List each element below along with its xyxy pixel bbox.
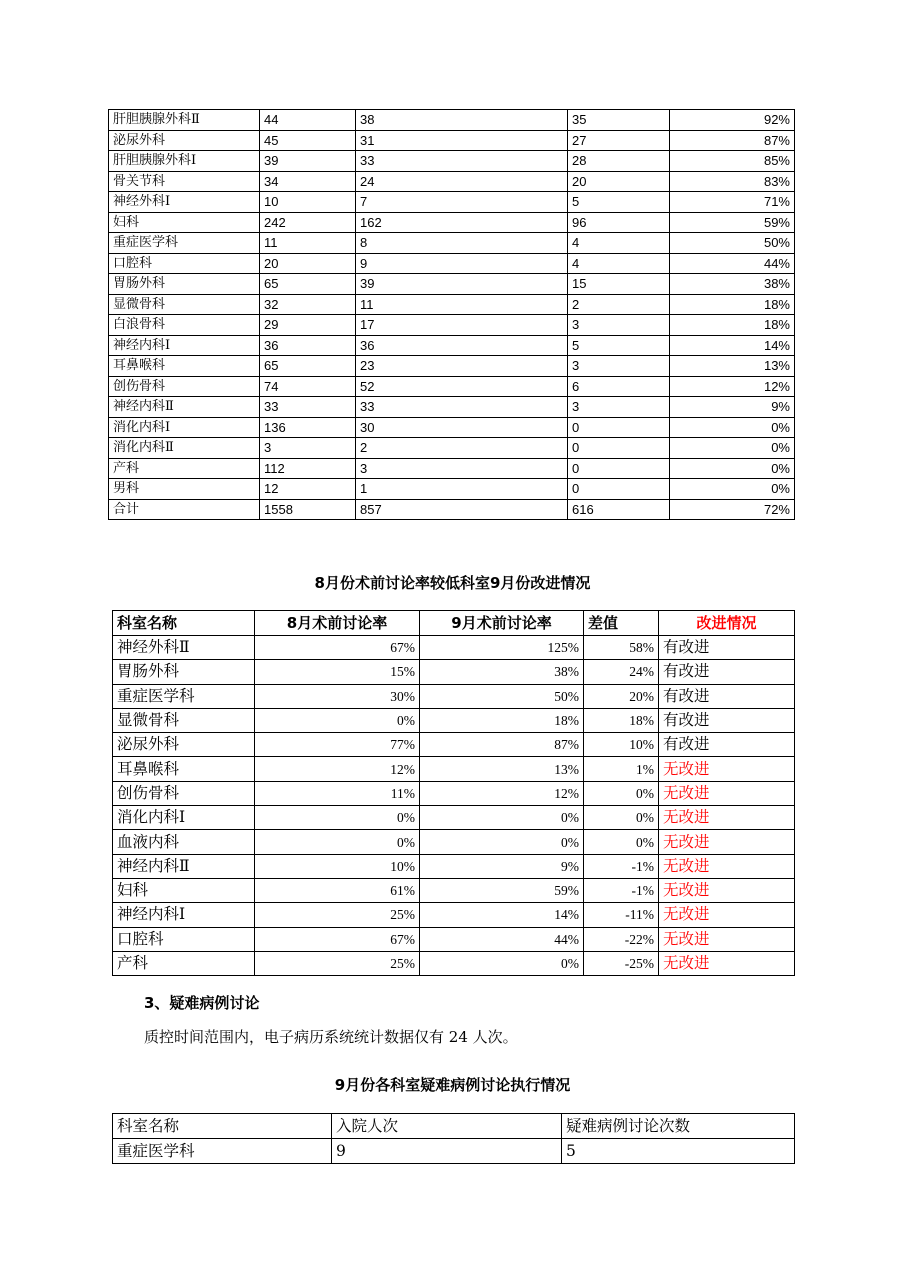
table-row — [109, 253, 795, 274]
dept-name-cell: 合计 — [109, 499, 260, 520]
table-row — [113, 708, 795, 732]
count-cell: 162 — [356, 212, 568, 233]
rate-cell: 50% — [670, 233, 795, 254]
dept-name-cell: 神经内科Ⅱ — [113, 854, 255, 878]
count-cell: 0 — [568, 479, 670, 500]
rate-cell: 14% — [670, 335, 795, 356]
table-row — [109, 294, 795, 315]
dept-name-cell: 泌尿外科 — [109, 130, 260, 151]
dept-name-cell: 消化内科Ⅰ — [109, 417, 260, 438]
table-row — [113, 733, 795, 757]
dept-name-cell: 神经外科Ⅱ — [113, 636, 255, 660]
rate-cell: 0% — [670, 458, 795, 479]
dept-name-cell: 神经内科Ⅰ — [113, 903, 255, 927]
rate-cell: 59% — [670, 212, 795, 233]
diff-cell: -25% — [584, 951, 659, 975]
dept-name-cell: 神经外科Ⅰ — [109, 192, 260, 213]
aug-rate-cell: 77% — [255, 733, 420, 757]
sep-rate-cell: 87% — [420, 733, 584, 757]
table-row — [113, 927, 795, 951]
count-cell: 112 — [260, 458, 356, 479]
count-cell: 27 — [568, 130, 670, 151]
rate-cell: 85% — [670, 151, 795, 172]
diff-cell: 10% — [584, 733, 659, 757]
count-cell: 3 — [568, 356, 670, 377]
table-row — [113, 684, 795, 708]
dept-name-cell: 重症医学科 — [113, 1139, 332, 1164]
sep-rate-cell: 38% — [420, 660, 584, 684]
count-cell: 857 — [356, 499, 568, 520]
header-status: 改进情况 — [659, 611, 795, 636]
count-cell: 5 — [568, 335, 670, 356]
aug-rate-cell: 15% — [255, 660, 420, 684]
aug-rate-cell: 11% — [255, 781, 420, 805]
diff-cell: 58% — [584, 636, 659, 660]
count-cell: 1558 — [260, 499, 356, 520]
count-cell: 44 — [260, 110, 356, 131]
count-cell: 3 — [356, 458, 568, 479]
dept-name-cell: 肝胆胰腺外科Ⅰ — [109, 151, 260, 172]
difficult-cases-table — [112, 1113, 795, 1164]
surgery-stats-table — [108, 109, 795, 520]
dept-name-cell: 显微骨科 — [109, 294, 260, 315]
count-cell: 35 — [568, 110, 670, 131]
dept-name-cell: 重症医学科 — [109, 233, 260, 254]
dept-name-cell: 白浪骨科 — [109, 315, 260, 336]
rate-cell: 83% — [670, 171, 795, 192]
sep-rate-cell: 44% — [420, 927, 584, 951]
aug-rate-cell: 0% — [255, 830, 420, 854]
diff-cell: 20% — [584, 684, 659, 708]
dept-name-cell: 血液内科 — [113, 830, 255, 854]
table-row — [109, 315, 795, 336]
dept-name-cell: 男科 — [109, 479, 260, 500]
rate-cell: 12% — [670, 376, 795, 397]
count-cell: 30 — [356, 417, 568, 438]
count-cell: 36 — [356, 335, 568, 356]
table-row — [109, 274, 795, 295]
sep-rate-cell: 125% — [420, 636, 584, 660]
difficult-cases-table-body — [113, 1139, 795, 1164]
table-row — [113, 781, 795, 805]
status-cell: 有改进 — [659, 660, 795, 684]
dept-name-cell: 创伤骨科 — [113, 781, 255, 805]
table-row — [113, 636, 795, 660]
dept-name-cell: 消化内科Ⅰ — [113, 806, 255, 830]
rate-cell: 92% — [670, 110, 795, 131]
dept-name-cell: 耳鼻喉科 — [109, 356, 260, 377]
count-cell: 65 — [260, 356, 356, 377]
dept-name-cell: 耳鼻喉科 — [113, 757, 255, 781]
count-cell: 6 — [568, 376, 670, 397]
count-cell: 28 — [568, 151, 670, 172]
count-cell: 36 — [260, 335, 356, 356]
diff-cell: 0% — [584, 781, 659, 805]
count-cell: 33 — [260, 397, 356, 418]
dept-name-cell: 产科 — [109, 458, 260, 479]
header-admissions: 入院人次 — [332, 1114, 562, 1139]
table-row — [109, 356, 795, 377]
dept-name-cell: 泌尿外科 — [113, 733, 255, 757]
table-row — [109, 130, 795, 151]
sep-rate-cell: 12% — [420, 781, 584, 805]
aug-rate-cell: 67% — [255, 927, 420, 951]
aug-rate-cell: 25% — [255, 903, 420, 927]
header-diff: 差值 — [584, 611, 659, 636]
count-cell: 12 — [260, 479, 356, 500]
status-cell: 无改进 — [659, 806, 795, 830]
status-cell: 无改进 — [659, 757, 795, 781]
dept-name-cell: 重症医学科 — [113, 684, 255, 708]
count-cell: 52 — [356, 376, 568, 397]
table-row — [109, 233, 795, 254]
diff-cell: 18% — [584, 708, 659, 732]
rate-cell: 72% — [670, 499, 795, 520]
table-row — [113, 660, 795, 684]
status-cell: 有改进 — [659, 684, 795, 708]
table-row — [109, 397, 795, 418]
table-row — [113, 1139, 795, 1164]
diff-cell: 0% — [584, 806, 659, 830]
sep-rate-cell: 0% — [420, 806, 584, 830]
count-cell: 38 — [356, 110, 568, 131]
diff-cell: -1% — [584, 878, 659, 902]
dept-name-cell: 肝胆胰腺外科Ⅱ — [109, 110, 260, 131]
dept-name-cell: 神经内科Ⅰ — [109, 335, 260, 356]
count-cell: 136 — [260, 417, 356, 438]
discussions-cell: 5 — [562, 1139, 795, 1164]
dept-name-cell: 口腔科 — [109, 253, 260, 274]
status-cell: 无改进 — [659, 878, 795, 902]
count-cell: 20 — [260, 253, 356, 274]
table-row — [113, 951, 795, 975]
count-cell: 34 — [260, 171, 356, 192]
rate-cell: 38% — [670, 274, 795, 295]
count-cell: 31 — [356, 130, 568, 151]
dept-name-cell: 消化内科Ⅱ — [109, 438, 260, 459]
diff-cell: 0% — [584, 830, 659, 854]
table-row — [109, 499, 795, 520]
sep-rate-cell: 59% — [420, 878, 584, 902]
count-cell: 20 — [568, 171, 670, 192]
count-cell: 29 — [260, 315, 356, 336]
header-dept: 科室名称 — [113, 611, 255, 636]
sep-rate-cell: 50% — [420, 684, 584, 708]
rate-cell: 13% — [670, 356, 795, 377]
count-cell: 616 — [568, 499, 670, 520]
count-cell: 7 — [356, 192, 568, 213]
difficult-cases-heading: 9月份各科室疑难病例讨论执行情况 — [334, 1076, 571, 1094]
dept-name-cell: 口腔科 — [113, 927, 255, 951]
count-cell: 0 — [568, 417, 670, 438]
count-cell: 4 — [568, 233, 670, 254]
diff-cell: -11% — [584, 903, 659, 927]
count-cell: 8 — [356, 233, 568, 254]
count-cell: 74 — [260, 376, 356, 397]
status-cell: 有改进 — [659, 636, 795, 660]
status-cell: 无改进 — [659, 903, 795, 927]
table-row — [113, 830, 795, 854]
count-cell: 2 — [356, 438, 568, 459]
count-cell: 32 — [260, 294, 356, 315]
sep-rate-cell: 13% — [420, 757, 584, 781]
count-cell: 4 — [568, 253, 670, 274]
count-cell: 1 — [356, 479, 568, 500]
rate-cell: 71% — [670, 192, 795, 213]
status-cell: 无改进 — [659, 781, 795, 805]
table-row — [109, 212, 795, 233]
table-row — [109, 458, 795, 479]
sep-rate-cell: 0% — [420, 951, 584, 975]
count-cell: 24 — [356, 171, 568, 192]
diff-cell: -22% — [584, 927, 659, 951]
table-row — [109, 192, 795, 213]
table-row — [109, 438, 795, 459]
table-row — [109, 335, 795, 356]
rate-cell: 18% — [670, 315, 795, 336]
count-cell: 17 — [356, 315, 568, 336]
table-row — [113, 854, 795, 878]
count-cell: 23 — [356, 356, 568, 377]
rate-cell: 0% — [670, 417, 795, 438]
header-discussions: 疑难病例讨论次数 — [562, 1114, 795, 1139]
status-cell: 无改进 — [659, 927, 795, 951]
diff-cell: 1% — [584, 757, 659, 781]
dept-name-cell: 产科 — [113, 951, 255, 975]
dept-name-cell: 显微骨科 — [113, 708, 255, 732]
aug-rate-cell: 12% — [255, 757, 420, 781]
table-row — [109, 417, 795, 438]
aug-rate-cell: 10% — [255, 854, 420, 878]
sep-rate-cell: 14% — [420, 903, 584, 927]
header-sep-rate: 9月术前讨论率 — [420, 611, 584, 636]
count-cell: 15 — [568, 274, 670, 295]
table-row — [109, 479, 795, 500]
rate-cell: 87% — [670, 130, 795, 151]
surgery-stats-table-body — [109, 110, 795, 520]
dept-name-cell: 妇科 — [113, 878, 255, 902]
count-cell: 9 — [356, 253, 568, 274]
count-cell: 10 — [260, 192, 356, 213]
count-cell: 39 — [356, 274, 568, 295]
improvement-table-heading: 8月份术前讨论率较低科室9月份改进情况 — [314, 574, 591, 592]
table-row — [109, 151, 795, 172]
count-cell: 3 — [568, 397, 670, 418]
count-cell: 11 — [260, 233, 356, 254]
improvement-table-body — [113, 636, 795, 976]
section-3-title: 3、疑难病例讨论 — [144, 994, 260, 1012]
dept-name-cell: 胃肠外科 — [113, 660, 255, 684]
aug-rate-cell: 0% — [255, 806, 420, 830]
count-cell: 45 — [260, 130, 356, 151]
aug-rate-cell: 30% — [255, 684, 420, 708]
diff-cell: 24% — [584, 660, 659, 684]
count-cell: 0 — [568, 438, 670, 459]
count-cell: 39 — [260, 151, 356, 172]
count-cell: 65 — [260, 274, 356, 295]
rate-cell: 0% — [670, 479, 795, 500]
table-row — [113, 903, 795, 927]
section-3-body: 质控时间范围内，电子病历系统统计数据仅有 24 人次。 — [144, 1028, 518, 1046]
count-cell: 3 — [568, 315, 670, 336]
rate-cell: 9% — [670, 397, 795, 418]
header-dept: 科室名称 — [113, 1114, 332, 1139]
admissions-cell: 9 — [332, 1139, 562, 1164]
status-cell: 有改进 — [659, 708, 795, 732]
count-cell: 11 — [356, 294, 568, 315]
count-cell: 0 — [568, 458, 670, 479]
count-cell: 3 — [260, 438, 356, 459]
rate-cell: 44% — [670, 253, 795, 274]
table-row — [113, 878, 795, 902]
count-cell: 242 — [260, 212, 356, 233]
dept-name-cell: 胃肠外科 — [109, 274, 260, 295]
rate-cell: 0% — [670, 438, 795, 459]
rate-cell: 18% — [670, 294, 795, 315]
count-cell: 33 — [356, 151, 568, 172]
dept-name-cell: 神经内科Ⅱ — [109, 397, 260, 418]
count-cell: 2 — [568, 294, 670, 315]
improvement-table — [112, 610, 795, 976]
table-row — [113, 806, 795, 830]
status-cell: 无改进 — [659, 830, 795, 854]
status-cell: 有改进 — [659, 733, 795, 757]
status-cell: 无改进 — [659, 951, 795, 975]
dept-name-cell: 骨关节科 — [109, 171, 260, 192]
aug-rate-cell: 25% — [255, 951, 420, 975]
diff-cell: -1% — [584, 854, 659, 878]
count-cell: 5 — [568, 192, 670, 213]
aug-rate-cell: 61% — [255, 878, 420, 902]
status-cell: 无改进 — [659, 854, 795, 878]
difficult-cases-header-row — [113, 1114, 795, 1139]
table-row — [113, 757, 795, 781]
count-cell: 96 — [568, 212, 670, 233]
improvement-table-header-row — [113, 611, 795, 636]
count-cell: 33 — [356, 397, 568, 418]
sep-rate-cell: 18% — [420, 708, 584, 732]
sep-rate-cell: 0% — [420, 830, 584, 854]
table-row — [109, 110, 795, 131]
aug-rate-cell: 0% — [255, 708, 420, 732]
aug-rate-cell: 67% — [255, 636, 420, 660]
dept-name-cell: 妇科 — [109, 212, 260, 233]
dept-name-cell: 创伤骨科 — [109, 376, 260, 397]
table-row — [109, 171, 795, 192]
header-aug-rate: 8月术前讨论率 — [255, 611, 420, 636]
sep-rate-cell: 9% — [420, 854, 584, 878]
table-row — [109, 376, 795, 397]
